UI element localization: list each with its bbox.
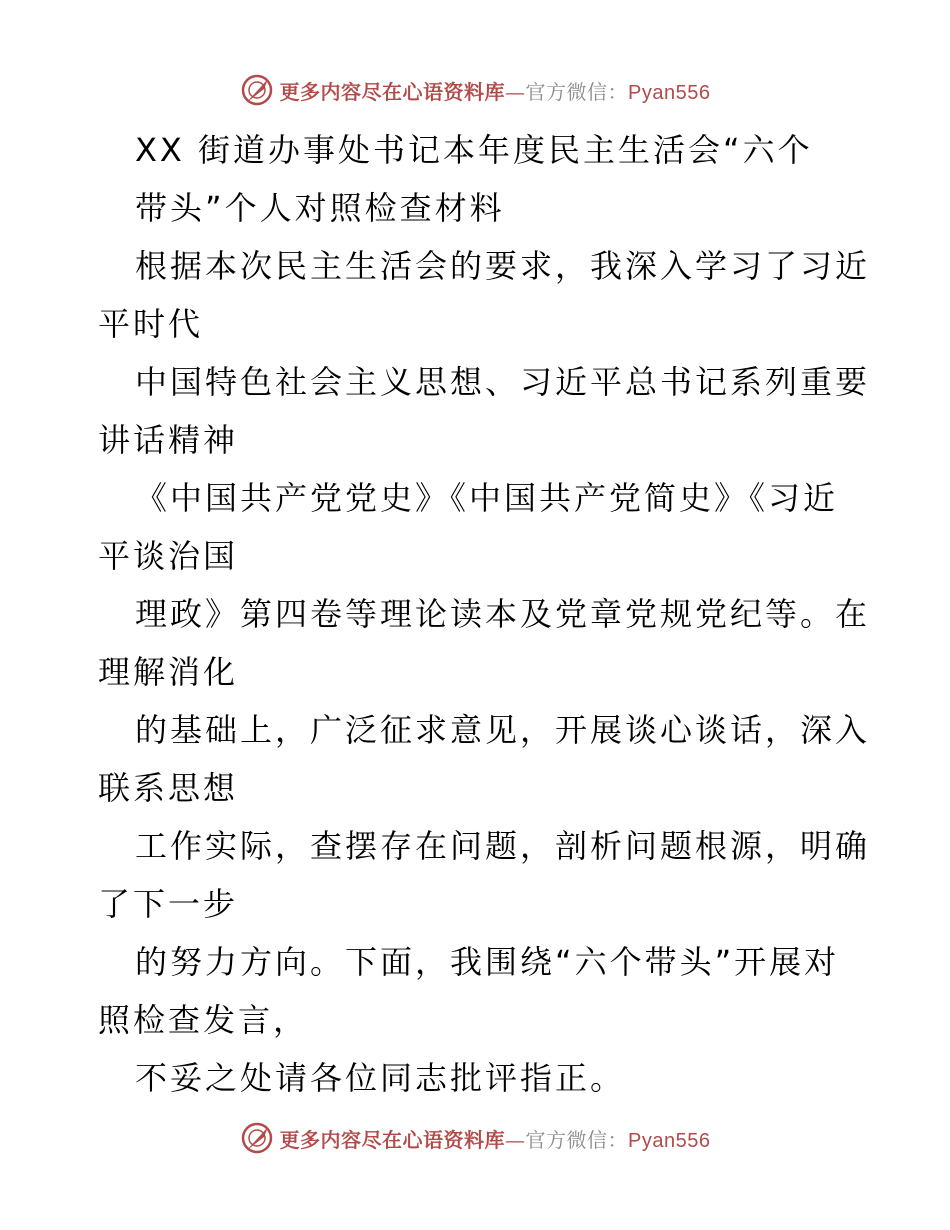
paragraph-line: 《中国共产党党史》《中国共产党简史》《习近	[135, 479, 839, 517]
header-banner-content	[240, 73, 711, 107]
paragraph-line: 理解消化	[98, 653, 239, 691]
banner-wechat-id: Pyan556	[628, 81, 711, 104]
paragraph-line: 的努力方向。下面，我围绕“六个带头”开展对	[135, 943, 840, 981]
document-title-line-2: 带头”个人对照检查材料	[135, 189, 505, 227]
paragraph-line: 了下一步	[98, 885, 239, 923]
paragraph-line: 平时代	[98, 305, 204, 343]
banner-brand: 更多内容尽在心语资料库	[279, 1127, 506, 1152]
header-banner	[0, 72, 950, 108]
quill-logo-icon	[240, 73, 274, 107]
footer-banner	[0, 1120, 950, 1156]
paragraph-line: 中国特色社会主义思想、习近平总书记系列重要	[135, 363, 871, 401]
paragraph-line: 的基础上，广泛征求意见，开展谈心谈话，深入	[135, 711, 871, 749]
banner-dash: —	[505, 79, 526, 104]
banner-official: 官方微信：	[525, 79, 629, 104]
paragraph-line: 联系思想	[98, 769, 239, 807]
paragraph-line: 工作实际，查摆存在问题，剖析问题根源，明确	[135, 827, 871, 865]
paragraph-line: 不妥之处请各位同志批评指正。	[135, 1059, 626, 1097]
paragraph-line: 讲话精神	[98, 421, 239, 459]
paragraph-line: 根据本次民主生活会的要求，我深入学习了习近	[135, 247, 871, 285]
banner-dash: —	[505, 1127, 526, 1152]
banner-brand: 更多内容尽在心语资料库	[279, 79, 506, 104]
footer-banner-content	[240, 1121, 711, 1155]
quill-logo-icon	[240, 1121, 274, 1155]
paragraph-line: 理政》第四卷等理论读本及党章党规党纪等。在	[135, 595, 871, 633]
paragraph-line: 平谈治国	[98, 537, 239, 575]
banner-text	[280, 1124, 711, 1153]
banner-official: 官方微信：	[525, 1127, 629, 1152]
document-title-line-1: XX 街道办事处书记本年度民主生活会“六个	[135, 131, 813, 169]
banner-wechat-id: Pyan556	[628, 1129, 711, 1152]
banner-text	[280, 76, 711, 105]
paragraph-line: 照检查发言，	[98, 1001, 309, 1039]
